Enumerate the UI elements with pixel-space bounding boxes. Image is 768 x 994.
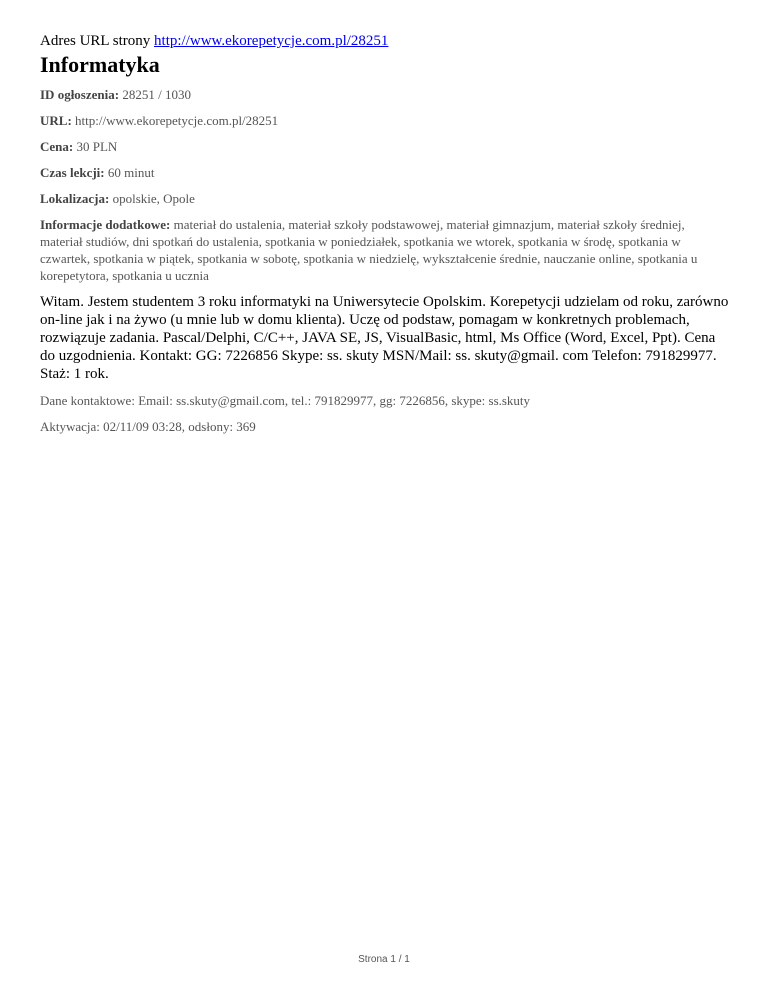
lesson-duration-value: 60 minut: [107, 165, 155, 180]
additional-info-value: materiał do ustalenia, materiał szkoły podstawowej, materiał gimnazjum, materiał szkoły średniej, materiał studiów, dni spotkań do ustalenia, spotkania w poniedziałek, spotkania we wtorek, spotkania w środę, spotkania w czwartek, spotkania w piątek, spotkania w sobotę, spotkania w niedzielę, wykształcenie średnie, nauczanie online, spotkania u korepetytora, spotkania u ucznia: [40, 217, 698, 283]
lesson-duration-row: [40, 164, 730, 181]
price-row: [40, 138, 730, 155]
activation-info: Aktywacja: 02/11/09 03:28, odsłony: 369: [40, 419, 256, 434]
listing-url-value: http://www.ekorepetycje.com.pl/28251: [75, 113, 279, 128]
location-row: [40, 190, 730, 207]
lesson-duration-label: Czas lekcji:: [40, 165, 105, 180]
additional-info-row: [40, 216, 730, 284]
listing-id-row: [40, 86, 730, 103]
listing-id-label: ID ogłoszenia:: [40, 87, 120, 102]
listing-description: Witam. Jestem studentem 3 roku informatyki na Uniwersytecie Opolskim. Korepetycji udzielam od roku, zarówno on-line jak i na żywo (u mnie lub w domu klienta). Uczę od podstaw, pomagam w konkretnych problemach, rozwiązuje zadania. Pascal/Delphi, C/C++, JAVA SE, JS, VisualBasic, html, Ms Office (Word, Excel, Ppt). Cena do uzgodnienia. Kontakt: GG: 7226856 Skype: ss. skuty MSN/Mail: ss. skuty@gmail. com Telefon: 791829977. Staż: 1 rok.: [40, 294, 729, 382]
document-content: [40, 32, 730, 444]
page-url-line: [40, 32, 730, 50]
page-title: Informatyka: [40, 52, 160, 77]
price-value: 30 PLN: [76, 139, 118, 154]
contact-details: Dane kontaktowe: Email: ss.skuty@gmail.com, tel.: 791829977, gg: 7226856, skype: ss.skuty: [40, 393, 531, 408]
price-label: Cena:: [40, 139, 74, 154]
page-url-label: Adres URL strony: [40, 33, 151, 49]
page-url-link[interactable]: http://www.ekorepetycje.com.pl/28251: [154, 33, 389, 49]
additional-info-label: Informacje dodatkowe:: [40, 217, 171, 232]
location-value: opolskie, Opole: [112, 191, 195, 206]
page-number-footer: Strona 1 / 1: [358, 954, 410, 965]
listing-url-row: [40, 112, 730, 129]
location-label: Lokalizacja:: [40, 191, 110, 206]
listing-url-label: URL:: [40, 113, 72, 128]
listing-id-value: 28251 / 1030: [122, 87, 191, 102]
